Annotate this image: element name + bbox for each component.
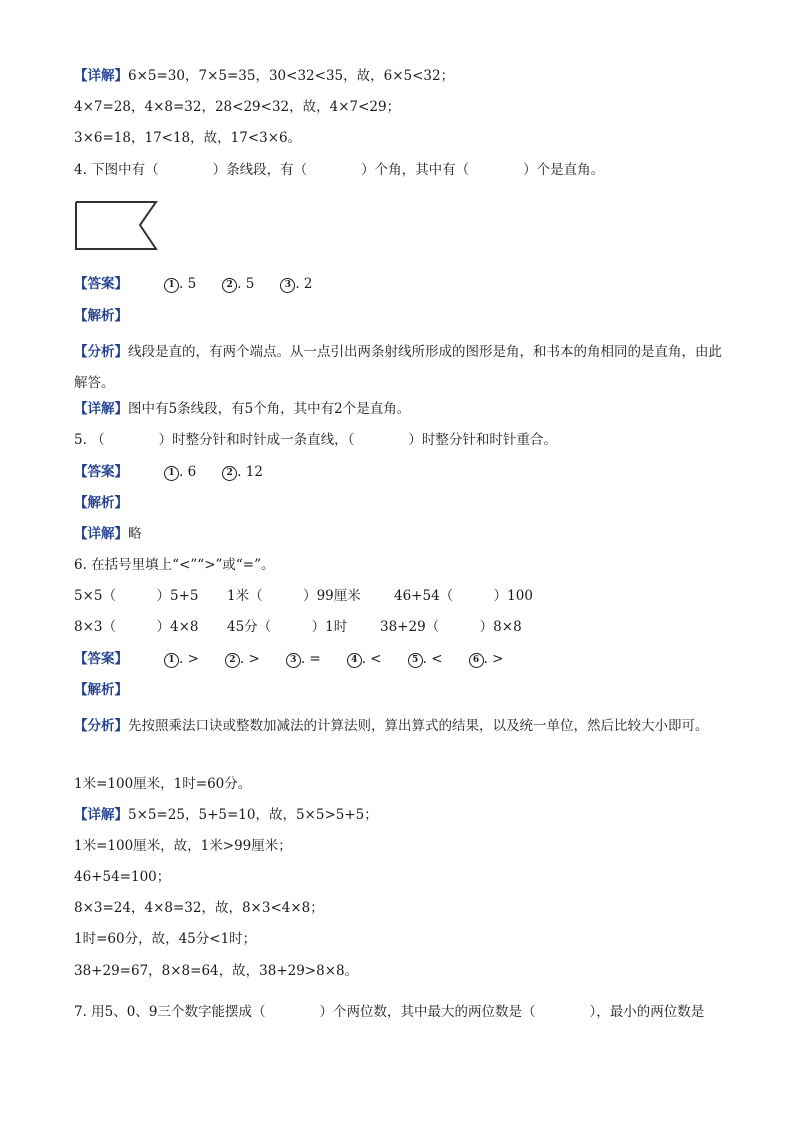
circled-number: 5 bbox=[408, 653, 423, 668]
circled-number: 1 bbox=[164, 653, 179, 668]
circled-number: 6 bbox=[469, 653, 484, 668]
answer-value: . < bbox=[422, 651, 443, 667]
detail-line-3: 3×6=18，17<18，故，17<3×6。 bbox=[74, 130, 302, 146]
answer-item bbox=[469, 649, 504, 669]
comparison-item: 5×5（ ）5+5 bbox=[74, 588, 199, 604]
question-6: 6. 在括号里填上“<”“>”或“=”。 bbox=[74, 557, 275, 573]
detail-tag: 【详解】 bbox=[74, 526, 128, 542]
answer-value: . 5 bbox=[237, 276, 255, 292]
answer-item bbox=[347, 649, 382, 669]
q6-row-2 bbox=[74, 617, 774, 637]
comparison-item: 46+54（ ）100 bbox=[394, 588, 533, 604]
answer-value: . > bbox=[179, 651, 199, 667]
q6-units: 1米=100厘米，1时=60分。 bbox=[74, 776, 252, 792]
circled-number: 2 bbox=[222, 278, 237, 293]
answer-list bbox=[128, 462, 263, 482]
question-5: 5. （ ）时整分针和时针成一条直线，（ ）时整分针和时针重合。 bbox=[74, 432, 557, 448]
answer-value: . < bbox=[361, 651, 382, 667]
q6-fenxi bbox=[74, 711, 714, 742]
answer-item bbox=[286, 649, 321, 669]
detail-text: 5×5=25，5+5=10，故，5×5>5+5； bbox=[128, 807, 378, 823]
analysis-tag: 【解析】 bbox=[74, 682, 128, 698]
answer-value: . > bbox=[239, 651, 260, 667]
q6-answer-row bbox=[74, 649, 503, 669]
q5-detail bbox=[74, 524, 142, 544]
q6-row-1 bbox=[74, 586, 774, 606]
answer-item bbox=[222, 274, 254, 294]
question-7: 7. 用5、0、9三个数字能摆成（ ）个两位数，其中最大的两位数是（ ），最小的两位数是 bbox=[74, 1004, 705, 1020]
comparison-item: 1米（ ）99厘米 bbox=[227, 588, 361, 604]
fenxi-tag: 【分析】 bbox=[74, 718, 128, 734]
circled-number: 1 bbox=[164, 278, 179, 293]
analysis-tag: 【解析】 bbox=[74, 495, 128, 511]
q6-detail-2: 1米=100厘米，故，1米>99厘米； bbox=[74, 838, 292, 854]
answer-item bbox=[225, 649, 260, 669]
circled-number: 4 bbox=[347, 653, 362, 668]
circled-number: 2 bbox=[222, 466, 237, 481]
answer-item bbox=[164, 274, 196, 294]
flag-figure bbox=[74, 200, 164, 252]
answer-item bbox=[164, 649, 199, 669]
detail-tag: 【详解】 bbox=[74, 807, 128, 823]
detail-text: 图中有5条线段，有5个角，其中有2个是直角。 bbox=[128, 401, 411, 417]
answer-value: . > bbox=[483, 651, 504, 667]
analysis-tag: 【解析】 bbox=[74, 308, 128, 324]
fenxi-text: 先按照乘法口诀或整数加减法的计算法则，算出算式的结果，以及统一单位，然后比较大小即可。 bbox=[128, 718, 709, 734]
q6-detail-5: 1时=60分，故，45分<1时； bbox=[74, 931, 257, 947]
answer-tag: 【答案】 bbox=[74, 464, 128, 480]
circled-number: 1 bbox=[164, 466, 179, 481]
circled-number: 2 bbox=[225, 653, 240, 668]
answer-list bbox=[128, 649, 503, 669]
detail-line-1 bbox=[74, 66, 454, 86]
answer-value: . 5 bbox=[179, 276, 197, 292]
fenxi-text: 线段是直的，有两个端点。从一点引出两条射线所形成的图形是角，和书本的角相同的是直角，由此解答。 bbox=[74, 344, 722, 391]
answer-value: . 6 bbox=[179, 464, 197, 480]
answer-value: . 12 bbox=[237, 464, 263, 480]
q4-fenxi bbox=[74, 337, 724, 399]
q6-detail-1 bbox=[74, 805, 378, 825]
answer-tag: 【答案】 bbox=[74, 276, 128, 292]
question-4: 4. 下图中有（ ）条线段，有（ ）个角，其中有（ ）个是直角。 bbox=[74, 162, 605, 178]
circled-number: 3 bbox=[286, 653, 301, 668]
answer-tag: 【答案】 bbox=[74, 651, 128, 667]
answer-item bbox=[408, 649, 443, 669]
comparison-item: 38+29（ ）8×8 bbox=[380, 619, 522, 635]
answer-item bbox=[164, 462, 196, 482]
answer-value: . = bbox=[300, 651, 321, 667]
detail-text: 略 bbox=[128, 526, 142, 542]
comparison-item: 8×3（ ）4×8 bbox=[74, 619, 199, 635]
q6-detail-6: 38+29=67，8×8=64，故，38+29>8×8。 bbox=[74, 963, 359, 979]
q6-detail-4: 8×3=24，4×8=32，故，8×3<4×8； bbox=[74, 900, 324, 916]
answer-item bbox=[222, 462, 263, 482]
detail-tag: 【详解】 bbox=[74, 401, 128, 417]
answer-value: . 2 bbox=[295, 276, 313, 292]
detail-line-2: 4×7=28，4×8=32，28<29<32，故，4×7<29； bbox=[74, 99, 401, 115]
answer-item bbox=[280, 274, 312, 294]
q4-detail bbox=[74, 399, 410, 419]
comparison-item: 45分（ ）1时 bbox=[227, 619, 348, 635]
flag-shape bbox=[76, 202, 156, 249]
answer-list bbox=[128, 274, 313, 294]
detail-text: 6×5=30，7×5=35，30<32<35，故，6×5<32； bbox=[128, 68, 455, 84]
q4-answer-row bbox=[74, 274, 313, 294]
q5-answer-row bbox=[74, 462, 263, 482]
q6-detail-3: 46+54=100； bbox=[74, 869, 171, 885]
circled-number: 3 bbox=[280, 278, 295, 293]
detail-tag: 【详解】 bbox=[74, 68, 128, 84]
fenxi-tag: 【分析】 bbox=[74, 344, 128, 360]
